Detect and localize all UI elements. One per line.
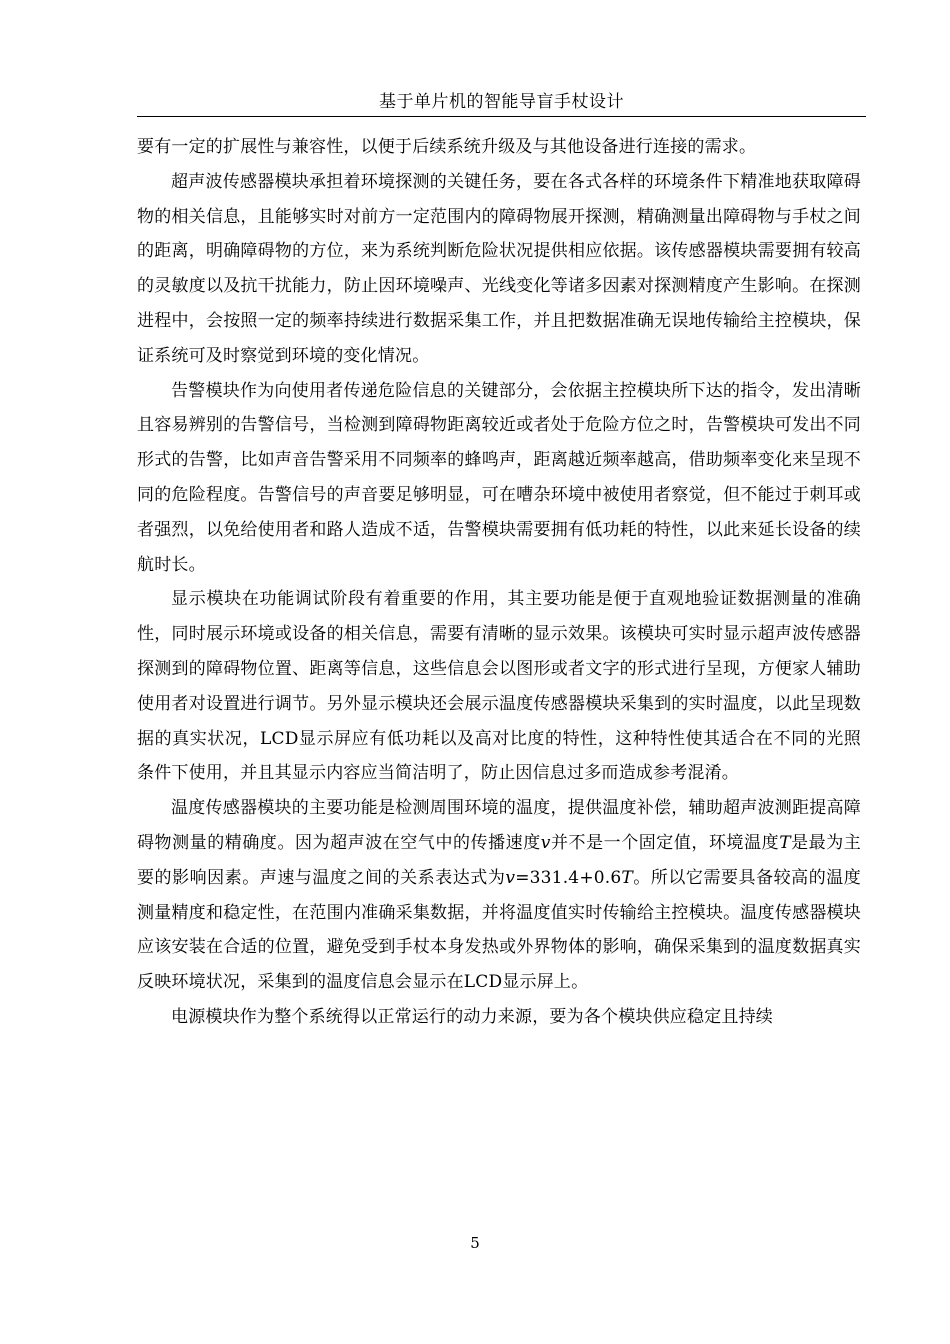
paragraph-power-module: 电源模块作为整个系统得以正常运行的动力来源，要为各个模块供应稳定且持续	[171, 1006, 773, 1027]
variable-t: T	[779, 832, 791, 853]
formula-variable-v: v	[505, 867, 516, 888]
paragraph-temperature-module	[137, 791, 861, 1000]
paragraph-text: 是最为主要的影响因素。声速与温度之间的关系表达式为	[137, 832, 861, 888]
paragraph-text: 温度传感器模块的主要功能是检测周围环境的温度，提供温度补偿，辅助超声波测距提高障碍物测量的精确度。因为超声波在空气中的传播速度	[137, 798, 861, 853]
paragraph-ultrasonic-module: 超声波传感器模块承担着环境探测的关键任务，要在各式各样的环境条件下精准地获取障碍物的相关信息，且能够实时对前方一定范围内的障碍物展开探测，精确测量出障碍物与手杖之间的距离，明确障碍物的方位，来为系统判断危险状况提供相应依据。该传感器模块需要拥有较高的灵敏度以及抗干扰能力，防止因环境噪声、光线变化等诸多因素对探测精度产生影响。在探测进程中，会按照一定的频率持续进行数据采集工作，并且把数据准确无误地传输给主控模块，保证系统可及时察觉到环境的变化情况。	[137, 171, 861, 366]
formula-text: =331.4+0.6	[515, 867, 622, 888]
paragraph-continuation: 要有一定的扩展性与兼容性，以便于后续系统升级及与其他设备进行连接的需求。	[137, 137, 757, 157]
paragraph-text: 并不是一个固定值，环境温度	[550, 832, 780, 853]
page-number: 5	[470, 1234, 480, 1252]
formula-variable-t: T	[621, 867, 633, 888]
paragraph-display-module: 显示模块在功能调试阶段有着重要的作用，其主要功能是便于直观地验证数据测量的准确性，同时展示环境或设备的相关信息，需要有清晰的显示效果。该模块可实时显示超声波传感器探测到的障碍物位置、距离等信息，这些信息会以图形或者文字的形式进行呈现，方便家人辅助使用者对设置进行调节。另外显示模块还会展示温度传感器模块采集到的实时温度，以此呈现数据的真实状况，LCD显示屏应有低功耗以及高对比度的特性，这种特性使其适合在不同的光照条件下使用，并且其显示内容应当简洁明了，防止因信息过多而造成参考混淆。	[137, 589, 861, 784]
page-header: 基于单片机的智能导盲手杖设计	[137, 90, 866, 117]
paragraph-text: 。所以它需要具备较高的温度测量精度和稳定性，在范围内准确采集数据，并将温度值实时传输给主控模块。温度传感器模块应该安装在合适的位置，避免受到手杖本身发热或外界物体的影响，确保采集到的温度数据真实反映环境状况，采集到的温度信息会显示在LCD显示屏上。	[137, 867, 861, 993]
variable-v: v	[540, 832, 551, 853]
body-text	[137, 130, 861, 1035]
paragraph-alarm-module: 告警模块作为向使用者传递危险信息的关键部分，会依据主控模块所下达的指令，发出清晰且容易辨别的告警信号，当检测到障碍物距离较近或者处于危险方位之时，告警模块可发出不同形式的告警，比如声音告警采用不同频率的蜂鸣声，距离越近频率越高，借助频率变化来呈现不同的危险程度。告警信号的声音要足够明显，可在嘈杂环境中被使用者察觉，但不能过于刺耳或者强烈，以免给使用者和路人造成不适，告警模块需要拥有低功耗的特性，以此来延长设备的续航时长。	[137, 380, 861, 575]
